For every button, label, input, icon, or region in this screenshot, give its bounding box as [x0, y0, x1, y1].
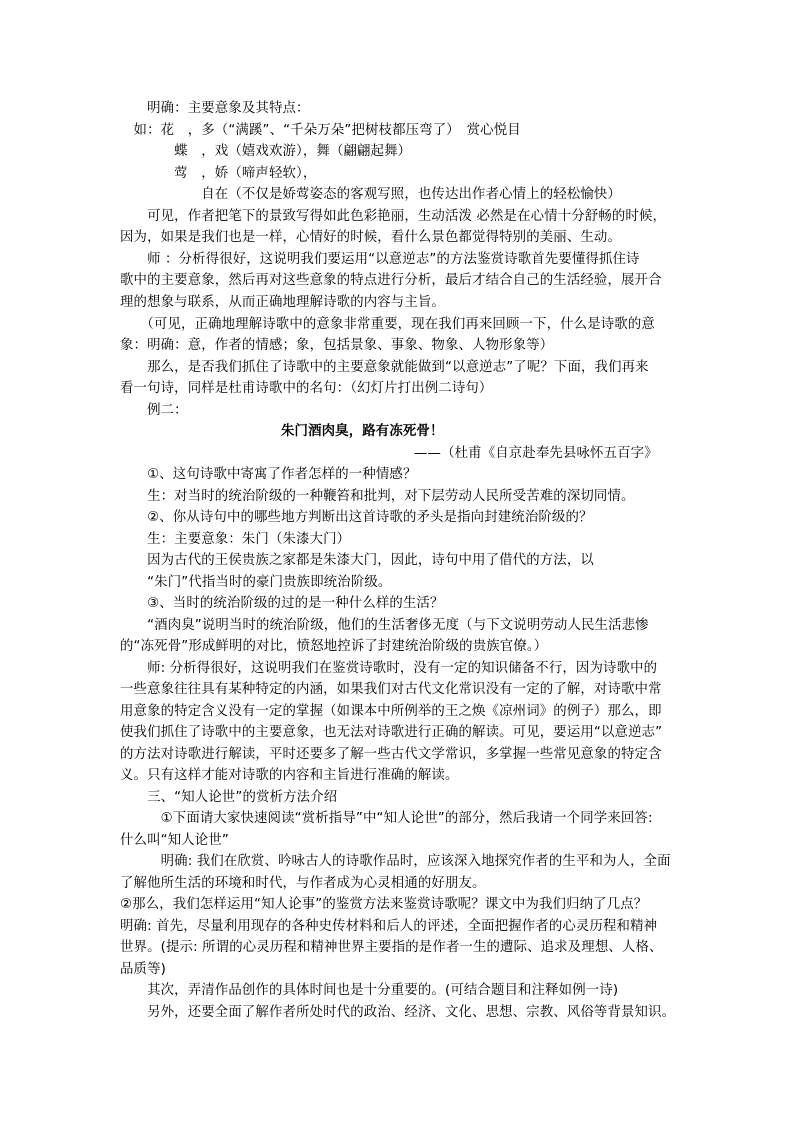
text-line: 了解他所生活的环境和时代，与作者成为心灵相通的好朋友。: [120, 876, 486, 891]
text-line: 莺 ，娇（啼声轻软），: [120, 166, 317, 181]
text-line: 可见，作者把笔下的景致写得如此色彩艳丽，生动活泼 必然是在心情十分舒畅的时候，: [120, 209, 667, 224]
text-line: 师 ：分析得很好，这说明我们要运用“以意逆志”的方法鉴赏诗歌首先要懂得抓住诗: [120, 252, 640, 267]
text-line: 什么叫“知人论世”: [120, 833, 229, 848]
text-line: ②那么，我们怎样运用“知人论事”的鉴赏方法来鉴赏诗歌呢？课文中为我们归纳了几点？: [120, 897, 648, 912]
text-line: “朱门”代指当时的豪门贵族即统治阶级。: [120, 575, 392, 590]
text-line: 的“冻死骨”形成鲜明的对比，愤怒地控诉了封建统治阶级的贵族官僚。）: [120, 639, 548, 654]
text-line: 使我们抓住了诗歌中的主要意象，也无法对诗歌进行正确的解读。可见，要运用“以意逆志”: [120, 725, 663, 740]
text-line: 生：对当时的统治阶级的一种鞭笞和批判，对下层劳动人民所受苦难的深切同情。: [120, 489, 635, 504]
text-line: 生：主要意象：朱门（朱漆大门）: [120, 532, 351, 547]
text-line: 例二：: [120, 403, 188, 418]
text-line: 因为古代的王侯贵族之家都是朱漆大门，因此，诗句中用了借代的方法，以: [120, 553, 594, 568]
text-line: ②、你从诗句中的哪些地方判断出这首诗歌的矛头是指向封建统治阶级的？: [120, 510, 593, 525]
text-line: ③、当时的统治阶级的过的是一种什么样的生活？: [120, 596, 444, 611]
text-line: 歌中的主要意象，然后再对这些意象的特点进行分析，最后才结合自己的生活经验，展开合: [120, 273, 662, 288]
text-line: （可见，正确地理解诗歌中的意象非常重要，现在我们再来回顾一下，什么是诗歌的意: [120, 317, 655, 332]
text-line: 理的想象与联系，从而正确地理解诗歌的内容与主旨。: [120, 295, 445, 310]
text-line: 因为，如果是我们也是一样，心情好的时候，看什么景色都觉得特别的美丽、生动。: [120, 230, 622, 245]
poem-line: 朱门酒肉臭，路有冻死骨！: [281, 424, 444, 439]
text-line: 义。只有这样才能对诗歌的内容和主旨进行准确的解读。: [120, 768, 459, 783]
text-line: 另外，还要全面了解作者所处时代的政治、经济、文化、思想、宗教、风俗等背景知识。: [120, 1005, 676, 1020]
text-line: 象：明确：意，作者的情感；象，包括景象、事象、物象、人物形象等）: [120, 338, 554, 353]
text-line: 用意象的特定含义没有一定的掌握（如课本中所例举的王之焕《凉州词》的例子）那么，即: [120, 704, 662, 719]
text-line: 自在（不仅是娇莺姿态的客观写照，也传达出作者心情上的轻松愉快）: [120, 187, 622, 202]
section-heading: 三、“知人论世”的赏析方法介绍: [120, 790, 338, 805]
text-line: 世界。(提示: 所谓的心灵历程和精神世界主要指的是作者一生的遭际、追求及理想、人格、: [120, 940, 663, 955]
text-line: 一些意象往往具有某种特定的内涵，如果我们对古代文化常识没有一定的了解，对诗歌中常: [120, 682, 662, 697]
text-line: 师: 分析得很好，这说明我们在鉴赏诗歌时，没有一定的知识储备不行，因为诗歌中的: [120, 661, 658, 676]
text-line: 看一句诗，同样是杜甫诗歌中的名句：（幻灯片打出例二诗句）: [120, 381, 493, 396]
text-line: 如：花 ，多（“满蹊”、“千朵万朵”把树枝都压弯了） 赏心悦目: [120, 123, 521, 138]
text-line: 品质等): [120, 962, 166, 977]
text-line: 明确: 我们在欣赏、吟咏古人的诗歌作品时，应该深入地探究作者的生平和为人，全面: [120, 854, 671, 869]
text-line: 其次，弄清作品创作的具体时间也是十分重要的。(可结合题目和注释如例一诗): [120, 983, 619, 998]
text-line: ①下面请大家快速阅读“赏析指导”中“知人论世”的部分，然后我请一个同学来回答:: [120, 811, 653, 826]
text-line: ①、这句诗歌中寄寓了作者怎样的一种情感？: [120, 467, 417, 482]
text-line: 那么，是否我们抓住了诗歌中的主要意象就能做到“以意逆志”了呢？下面，我们再来: [120, 360, 649, 375]
text-line: 明确：主要意象及其特点：: [120, 101, 310, 116]
text-line: 的方法对诗歌进行解读，平时还要多了解一些古代文学常识，多掌握一些常见意象的特定含: [120, 747, 662, 762]
text-line: 明确: 首先，尽量利用现存的各种史传材料和后人的评述，全面把握作者的心灵历程和精神: [120, 919, 658, 934]
text-line: “酒肉臭”说明当时的统治阶级，他们的生活奢侈无度（与下文说明劳动人民生活悲惨: [120, 618, 649, 633]
poem-attribution: ——（杜甫《自京赴奉先县咏怀五百字》: [414, 446, 658, 461]
text-line: 蝶 ，戏（嬉戏欢游），舞（翩翩起舞）: [120, 144, 412, 159]
